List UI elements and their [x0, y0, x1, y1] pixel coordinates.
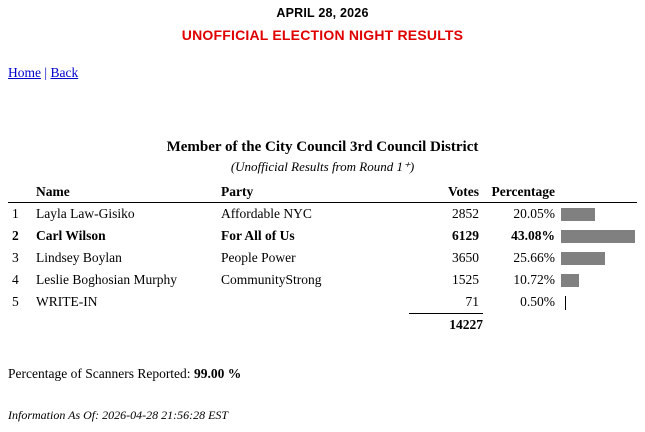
percentage-bar	[561, 230, 635, 243]
percentage-bar	[561, 252, 605, 265]
total-votes: 14227	[409, 314, 483, 337]
row-party: CommunityStrong	[221, 272, 322, 287]
row-votes: 1525	[452, 272, 479, 287]
column-header-rank	[8, 184, 36, 203]
results-table-body	[8, 203, 637, 337]
percentage-bar	[565, 296, 566, 310]
row-percentage: 10.72%	[513, 272, 555, 287]
table-row	[8, 269, 637, 291]
back-link[interactable]: Back	[50, 65, 79, 80]
row-party: People Power	[221, 250, 296, 265]
results-table	[8, 184, 637, 336]
column-header-votes: Votes	[409, 184, 483, 203]
information-as-of: Information As Of: 2026-04-28 21:56:28 EST	[8, 408, 229, 422]
row-party	[221, 291, 409, 314]
scanners-reported	[8, 366, 645, 382]
row-candidate-name: Leslie Boghosian Murphy	[36, 272, 177, 287]
row-votes: 71	[465, 294, 479, 309]
column-header-bar	[561, 184, 637, 203]
row-percentage-bar-cell	[561, 291, 637, 314]
home-link[interactable]: Home	[8, 65, 41, 80]
contest-subtitle: (Unofficial Results from Round 1⁺)	[230, 159, 415, 174]
row-rank: 1	[12, 206, 19, 221]
row-percentage: 0.50%	[520, 294, 555, 310]
scanners-label: Percentage of Scanners Reported:	[8, 366, 191, 381]
row-percentage: 25.66%	[513, 250, 555, 265]
navigation-links	[8, 65, 645, 81]
row-percentage: 43.08%	[511, 228, 555, 243]
contest-title: Member of the City Council 3rd Council District	[166, 139, 479, 155]
row-party: Affordable NYC	[221, 206, 312, 221]
table-header-row	[8, 184, 637, 203]
total-trailing	[483, 314, 637, 337]
election-date: APRIL 28, 2026	[276, 6, 369, 20]
percentage-bar	[561, 274, 579, 287]
row-percentage-bar-cell	[561, 269, 637, 291]
table-row	[8, 247, 637, 269]
row-percentage: 20.05%	[513, 206, 555, 221]
row-candidate-name: Layla Law-Gisiko	[36, 206, 135, 221]
contest-section	[0, 139, 645, 336]
row-rank: 5	[12, 294, 19, 310]
row-candidate-name: WRITE-IN	[36, 294, 98, 310]
row-votes: 2852	[452, 206, 479, 221]
row-candidate-name: Lindsey Boylan	[36, 250, 122, 265]
scanners-value: 99.00 %	[193, 366, 242, 381]
row-votes: 3650	[452, 250, 479, 265]
column-header-party: Party	[221, 184, 409, 203]
column-header-percentage: Percentage	[483, 184, 561, 203]
table-row	[8, 225, 637, 247]
row-party: For All of Us	[221, 228, 295, 243]
percentage-bar	[561, 208, 595, 221]
column-header-name: Name	[36, 184, 221, 203]
row-rank: 3	[12, 250, 19, 265]
table-row	[8, 291, 637, 314]
unofficial-results-banner: UNOFFICIAL ELECTION NIGHT RESULTS	[181, 27, 464, 43]
table-row	[8, 203, 637, 226]
row-percentage-bar-cell	[561, 203, 637, 226]
total-row	[8, 314, 637, 337]
row-percentage-bar-cell	[561, 247, 637, 269]
page-header	[0, 0, 645, 43]
total-spacer	[8, 314, 409, 337]
row-percentage-bar-cell	[561, 225, 637, 247]
row-votes: 6129	[452, 228, 479, 243]
nav-separator: |	[44, 65, 48, 80]
row-candidate-name: Carl Wilson	[36, 228, 106, 243]
row-rank: 4	[12, 272, 19, 287]
row-rank: 2	[12, 228, 19, 243]
